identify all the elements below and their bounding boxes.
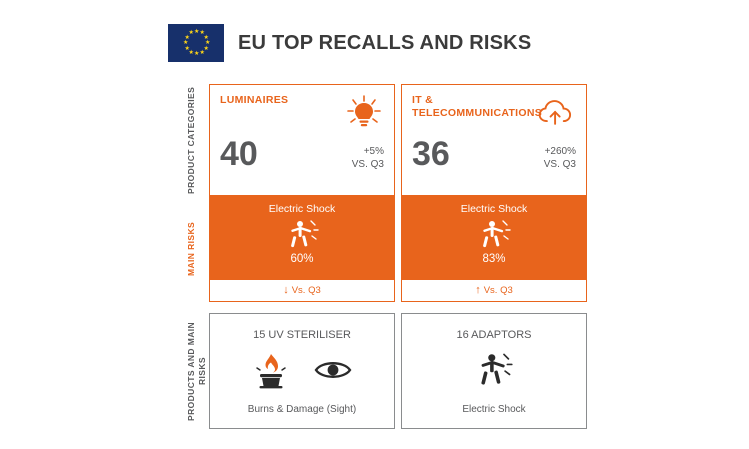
main-risk-name: Electric Shock	[268, 203, 336, 215]
category-card[interactable]	[209, 84, 395, 196]
eu-star-icon: ★	[184, 45, 190, 52]
eu-star-icon: ★	[194, 51, 200, 57]
category-count: 36	[412, 135, 450, 173]
eu-star-icon: ★	[199, 49, 205, 56]
trend-label: Vs. Q3	[483, 285, 513, 296]
burn-fire-icon	[251, 350, 291, 395]
lightbulb-icon	[344, 94, 384, 130]
category-delta-value: +260%	[544, 146, 576, 157]
category-name: LUMINAIRES	[220, 94, 289, 106]
category-count: 40	[220, 135, 258, 173]
main-risk-percent: 60%	[290, 253, 314, 265]
main-risk-percent: 83%	[482, 253, 506, 265]
row-label-product-categories: PRODUCT CATEGORIES	[186, 86, 196, 194]
risk-trend	[209, 280, 395, 302]
cloud-upload-icon	[536, 94, 576, 130]
product-risk-label: Electric Shock	[462, 404, 526, 415]
row-label-products-and-main-risks: PRODUCTS AND MAIN RISKS	[186, 321, 207, 421]
electric-shock-icon	[475, 350, 513, 395]
category-delta-period: VS. Q3	[351, 159, 384, 170]
eu-star-icon: ★	[188, 30, 194, 37]
category-delta-period: VS. Q3	[543, 159, 576, 170]
electric-shock-icon	[477, 216, 511, 252]
risk-trend	[401, 280, 587, 302]
eu-star-icon: ★	[203, 34, 209, 41]
category-stats	[402, 137, 586, 179]
eu-star-icon: ★	[199, 30, 205, 37]
eye-icon	[313, 355, 353, 390]
eu-star-icon: ★	[188, 49, 194, 56]
eu-star-icon: ★	[184, 34, 190, 41]
eu-star-icon: ★	[194, 29, 200, 35]
eu-star-icon: ★	[203, 45, 209, 52]
product-title: 15 UV STERILISER	[253, 329, 351, 341]
row-label-main-risks: MAIN RISKS	[186, 221, 196, 277]
product-icons	[475, 351, 513, 395]
category-delta-value: +5%	[363, 146, 384, 157]
category-stats	[210, 137, 394, 179]
trend-label: Vs. Q3	[291, 285, 321, 296]
product-risk-label: Burns & Damage (Sight)	[247, 404, 357, 415]
page-title: EU TOP RECALLS AND RISKS	[238, 31, 532, 54]
category-card[interactable]	[401, 84, 587, 196]
category-delta	[352, 145, 384, 171]
category-delta	[544, 145, 576, 171]
category-header	[210, 85, 394, 137]
eu-flag-icon	[168, 24, 224, 62]
trend-arrow-up-icon: ↑	[475, 284, 481, 296]
eu-star-icon: ★	[205, 40, 211, 46]
trend-arrow-down-icon: ↓	[283, 284, 289, 296]
header	[168, 24, 531, 62]
product-card[interactable]	[401, 313, 587, 429]
product-card[interactable]	[209, 313, 395, 429]
eu-star-icon: ★	[183, 40, 189, 46]
main-risk-card[interactable]	[401, 196, 587, 280]
category-name: IT & TELECOMMUNICATIONS	[412, 94, 543, 119]
category-header	[402, 85, 586, 137]
main-risk-card[interactable]	[209, 196, 395, 280]
main-risk-name: Electric Shock	[460, 203, 528, 215]
electric-shock-icon	[285, 216, 319, 252]
product-title: 16 ADAPTORS	[456, 329, 532, 341]
product-icons	[251, 351, 353, 395]
